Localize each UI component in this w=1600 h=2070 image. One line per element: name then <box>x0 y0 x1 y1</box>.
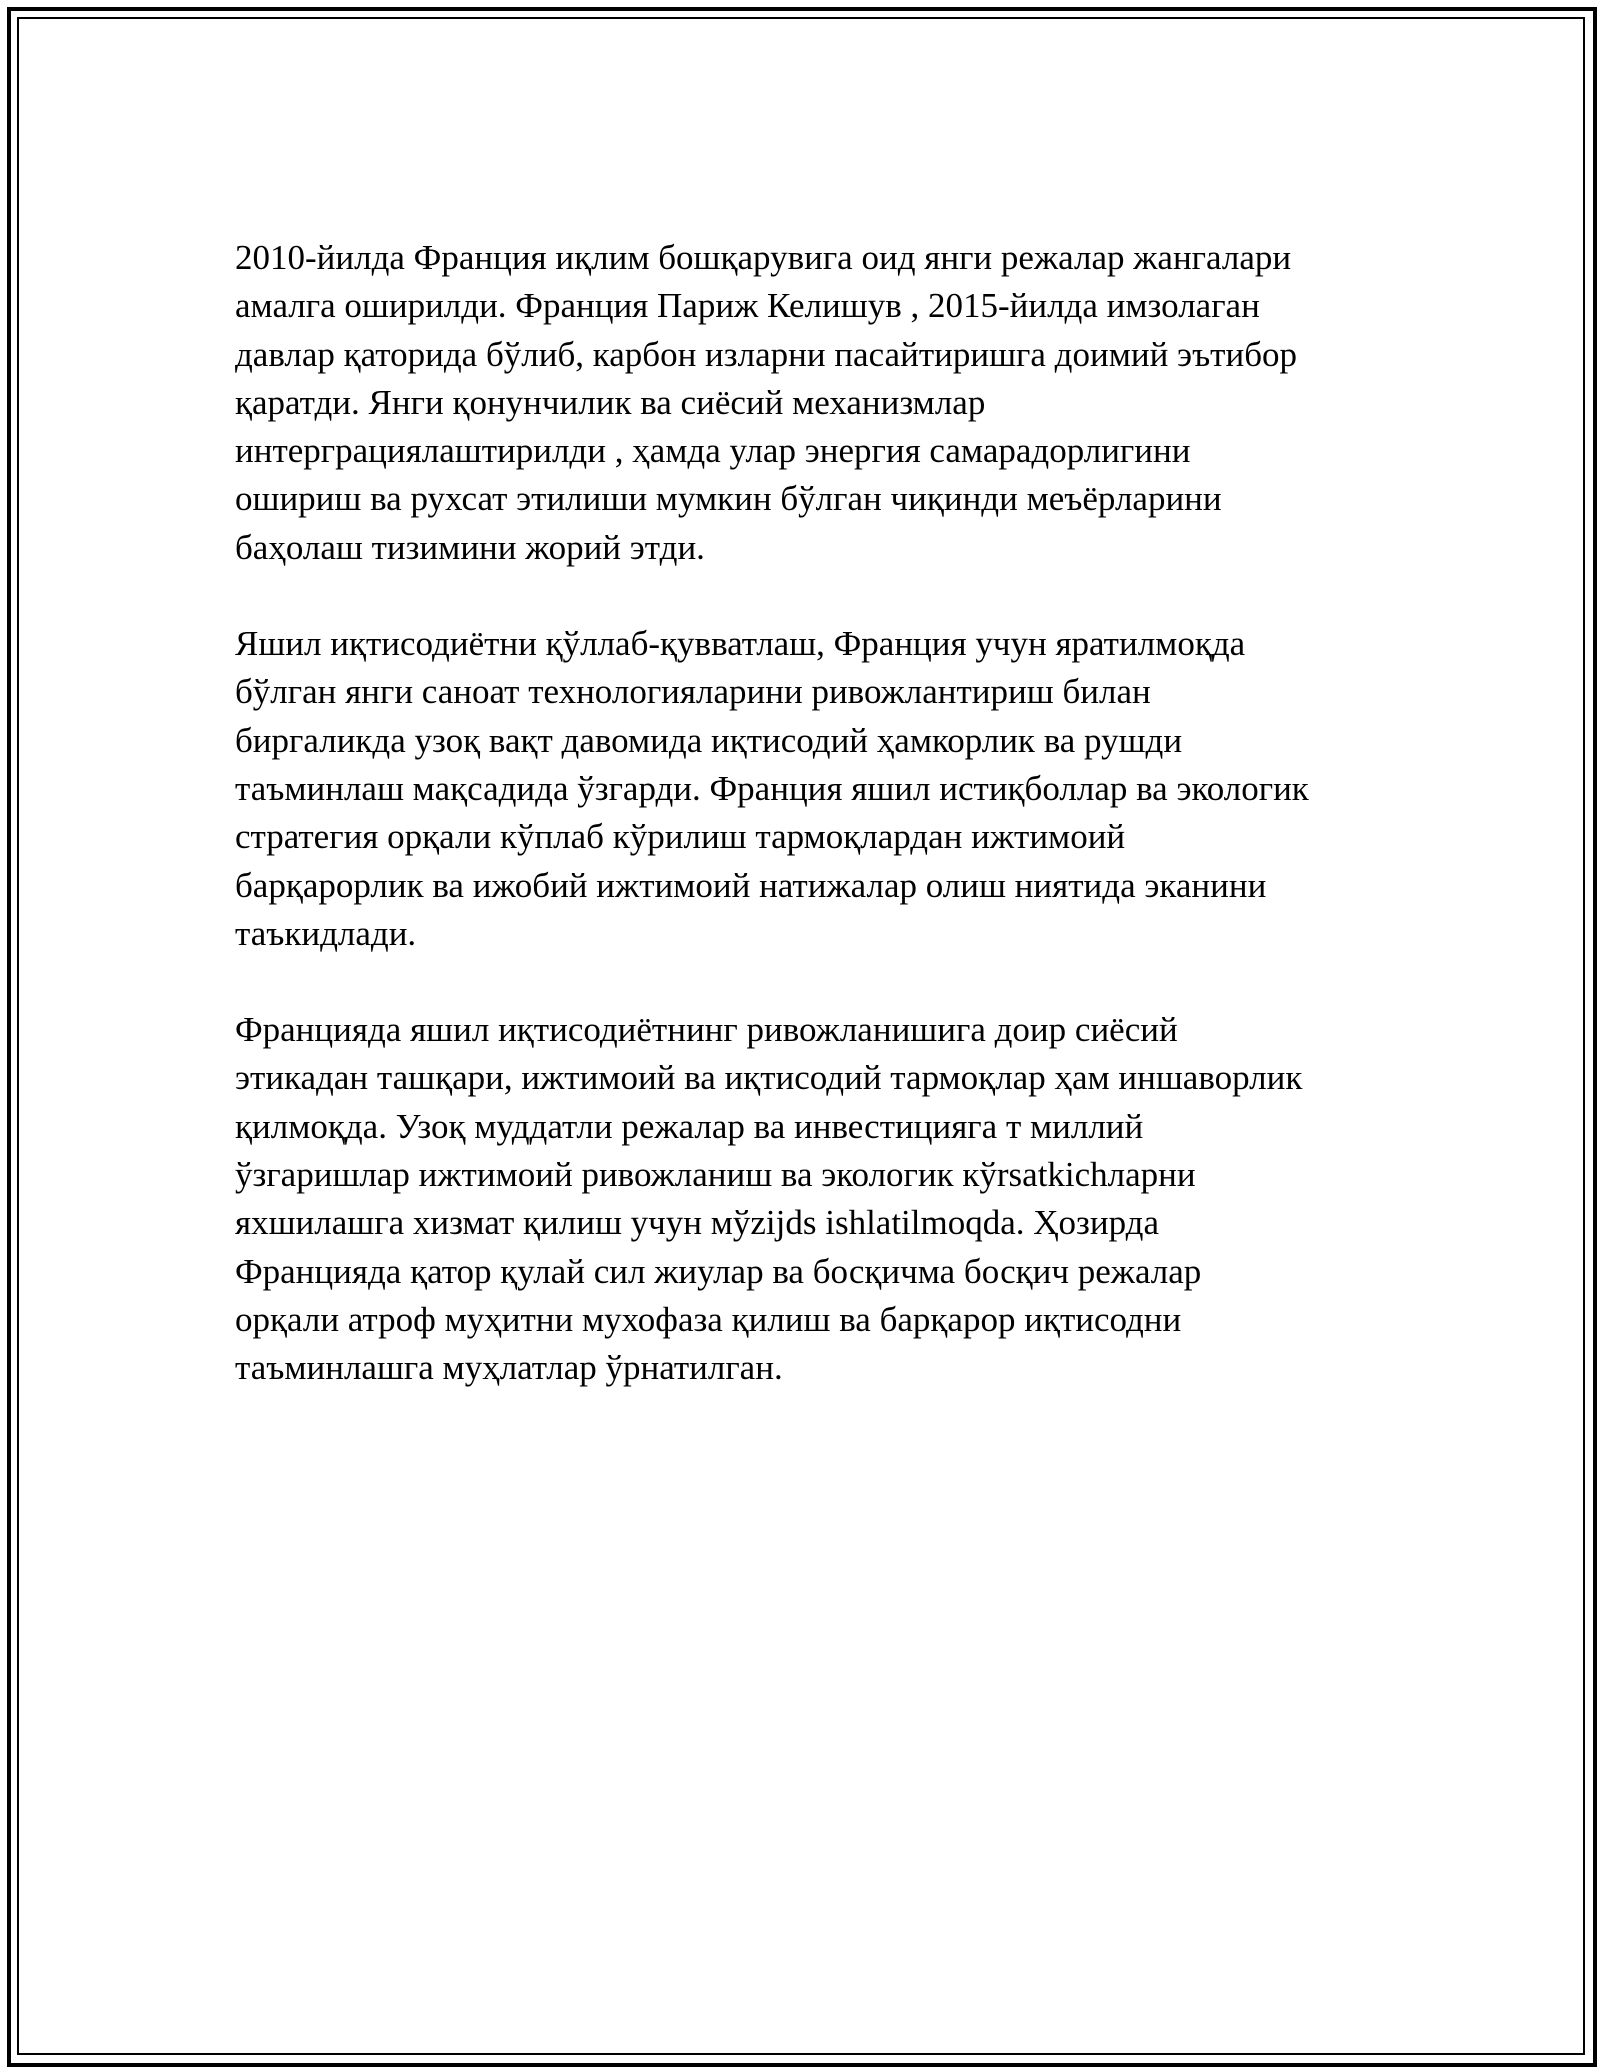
paragraph-line: баҳолаш тизимини жорий этди. <box>235 527 705 567</box>
paragraph-line: Францияда яшил иқтисодиётнинг ривожланишига доир сиёсий <box>235 1010 1178 1050</box>
paragraph-line: таъминлашга муҳлатлар ўрнатилган. <box>235 1348 783 1388</box>
paragraph-line: интерграциялаштирилди , ҳамда улар энергия самарадорлигини <box>235 431 1191 471</box>
paragraph-line: таъкидлади. <box>235 913 417 953</box>
paragraph-line: Яшил иқтисодиётни қўллаб-қувватлаш, Франция учун яратилмоқда <box>235 624 1246 664</box>
paragraph-line: барқарорлик ва ижобий ижтимоий натижалар олиш ниятида эканини <box>235 865 1267 905</box>
paragraph-2 <box>235 620 1385 958</box>
paragraph-line: 2010-йилда Франция иқлим бошқарувига оид янги режалар жангалари <box>235 238 1292 277</box>
paragraph-line: қаратди. Янги қонунчилик ва сиёсий механизмлар <box>235 382 986 422</box>
paragraph-line: орқали атроф муҳитни мухофаза қилиш ва барқарор иқтисодни <box>235 1299 1182 1339</box>
paragraph-line: яхшилашга хизмат қилиш учун мўzijds ishlatilmoqda. Ҳозирда <box>235 1203 1159 1243</box>
paragraph-3 <box>235 1006 1385 1392</box>
paragraph-1 <box>235 234 1385 572</box>
paragraph-line: стратегия орқали кўплаб кўрилиш тармоқлардан ижтимоий <box>235 817 1126 857</box>
document-body <box>235 234 1385 1441</box>
paragraph-line: этикадан ташқари, ижтимоий ва иқтисодий тармоқлар ҳам иншаворлик <box>235 1058 1303 1098</box>
paragraph-line: ўзгаришлар ижтимоий ривожланиш ва экологик кўrsatkichларни <box>235 1155 1196 1195</box>
paragraph-line: давлар қаторида бўлиб, карбон изларни пасайтиришга доимий эътибор <box>235 334 1298 374</box>
paragraph-line: қилмоқда. Узоқ муддатли режалар ва инвестицияга т миллий <box>235 1106 1144 1146</box>
paragraph-line: Францияда қатор қулай сил жиулар ва босқичма босқич режалар <box>235 1251 1202 1291</box>
paragraph-line: биргаликда узоқ вақт давомида иқтисодий ҳамкорлик ва рушди <box>235 720 1183 760</box>
paragraph-line: амалга оширилди. Франция Париж Келишув , 2015-йилда имзолаган <box>235 286 1260 326</box>
paragraph-line: ошириш ва рухсат этилиши мумкин бўлган чиқинди меъёрларини <box>235 479 1222 519</box>
paragraph-line: таъминлаш мақсадида ўзгарди. Франция яшил истиқболлар ва экологик <box>235 768 1309 808</box>
paragraph-line: бўлган янги саноат технологияларини ривожлантириш билан <box>235 672 1151 712</box>
